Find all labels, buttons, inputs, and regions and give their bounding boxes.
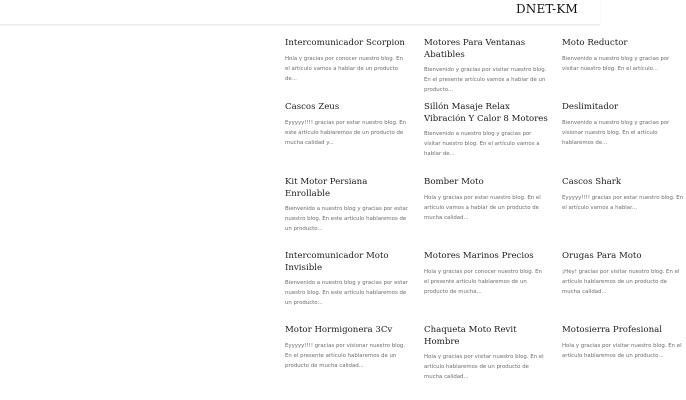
post-title[interactable]: Motor Hormigonera 3Cv xyxy=(285,325,393,335)
post-title[interactable]: Motores Marinos Precios xyxy=(424,251,534,261)
post-card[interactable] xyxy=(424,325,548,383)
post-title[interactable]: Orugas Para Moto xyxy=(562,251,642,261)
post-excerpt: Hola y gracias por visitar nuestro blog. En el artículo hablaremos de un producto de mucha calidad... xyxy=(424,354,544,381)
post-title[interactable]: Deslimitador xyxy=(562,102,619,112)
post-card[interactable] xyxy=(562,177,686,213)
post-title[interactable]: Moto Reductor xyxy=(562,38,628,48)
post-excerpt: Hola y gracias por conocer nuestro blog. En el artículo vamos a hablar de un producto de... xyxy=(285,55,403,82)
post-excerpt: Eyyyyy!!!! gracias por visionar nuestro blog. En el presente artículo hablaremos de un producto de mucha calidad... xyxy=(285,342,406,369)
post-excerpt: Bienvenido a nuestro blog y gracias por estar nuestro blog. En este artículo hablaremos de un producto... xyxy=(285,206,408,233)
post-excerpt: Bienvenido a nuestro blog y gracias por visionar nuestro blog. En el artículo hablaremos de... xyxy=(562,119,670,146)
post-title[interactable]: Kit Motor Persiana Enrollable xyxy=(285,177,368,199)
post-card[interactable] xyxy=(562,251,686,297)
post-excerpt: Eyyyyy!!!! gracias por estar nuestro blog. En el artículo vamos a hablar... xyxy=(562,194,684,211)
post-title[interactable]: Motores Para Ventanas Abatibles xyxy=(424,38,526,60)
post-excerpt: Eyyyyy!!!! gracias por estar nuestro blog. En este artículo hablaremos de un producto de mucha calidad y... xyxy=(285,119,407,146)
post-card[interactable] xyxy=(285,177,409,235)
post-card[interactable] xyxy=(424,102,548,160)
post-card[interactable] xyxy=(562,38,686,74)
post-card[interactable] xyxy=(285,102,409,148)
post-card[interactable] xyxy=(285,38,409,84)
post-excerpt: Hola y gracias por conocer nuestro blog. En el presente artículo hablaremos de un producto de mucha... xyxy=(424,268,542,295)
post-card[interactable] xyxy=(424,38,548,96)
post-card[interactable] xyxy=(424,251,548,297)
post-title[interactable]: Motosierra Profesional xyxy=(562,325,662,335)
post-grid xyxy=(285,38,685,400)
post-title[interactable]: Bomber Moto xyxy=(424,177,484,187)
post-excerpt: Hola y gracias por visitar nuestro blog. En el artículo hablaremos de un producto... xyxy=(562,342,682,359)
site-brand[interactable]: DNET-KM xyxy=(515,2,578,16)
post-excerpt: ¡Hey! gracias por visitar nuestro blog. En el artículo hablaremos de un producto de mucha calidad... xyxy=(562,268,680,295)
post-excerpt: Bienvenido a nuestro blog y gracias por visitar nuestro blog. En el artículo... xyxy=(562,55,670,72)
post-excerpt: Bienvenido a nuestro blog y gracias por visitar nuestro blog. En el artículo vamos a hablar de... xyxy=(424,131,540,158)
post-card[interactable] xyxy=(562,102,686,148)
post-card[interactable] xyxy=(285,325,409,371)
post-title[interactable]: Chaqueta Moto Revit Hombre xyxy=(424,325,517,347)
post-title[interactable]: Cascos Zeus xyxy=(285,102,340,112)
post-card[interactable] xyxy=(562,325,686,361)
post-card[interactable] xyxy=(285,251,409,309)
post-card[interactable] xyxy=(424,177,548,223)
post-title[interactable]: Cascos Shark xyxy=(562,177,622,187)
post-excerpt: Bienvenido y gracias por visitar nuestro blog. En el presente artículo vamos a hablar de un producto... xyxy=(424,67,547,94)
post-excerpt: Bienvenido a nuestro blog y gracias por estar nuestro blog. En este artículo hablaremos de un producto... xyxy=(285,280,408,307)
top-bar xyxy=(0,0,600,25)
post-title[interactable]: Sillón Masaje Relax Vibración Y Calor 8 Motores xyxy=(424,102,548,124)
post-excerpt: Hola y gracias por estar nuestro blog. En el artículo vamos a hablar de un producto de mucha calidad... xyxy=(424,194,541,221)
post-title[interactable]: Intercomunicador Moto Invisible xyxy=(285,251,389,273)
post-title[interactable]: Intercomunicador Scorpion xyxy=(285,38,405,48)
